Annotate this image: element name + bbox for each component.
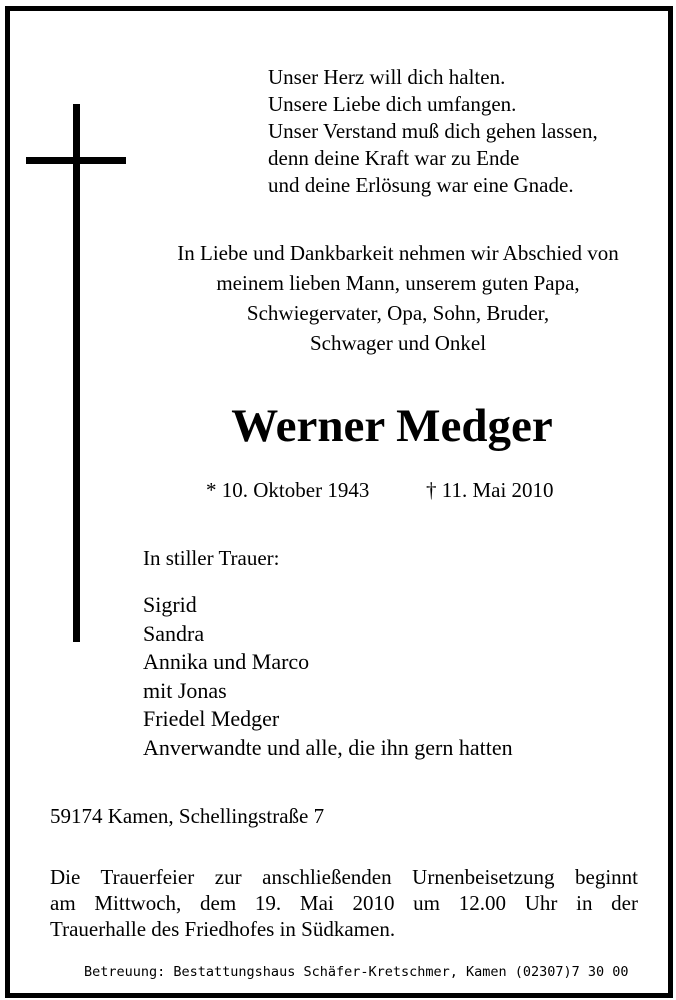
poem-line: denn deine Kraft war zu Ende	[268, 146, 520, 170]
farewell-line: meinem lieben Mann, unserem guten Papa,	[216, 271, 580, 295]
death-date: † 11. Mai 2010	[426, 478, 554, 502]
farewell-line: Schwiegervater, Opa, Sohn, Bruder,	[246, 301, 550, 325]
mourner-name: mit Jonas	[143, 677, 227, 703]
ceremony-notice	[50, 864, 638, 942]
cross-icon	[73, 104, 80, 642]
farewell-line: In Liebe und Dankbarkeit nehmen wir Abschied von	[177, 241, 619, 265]
deceased-name: Werner Medger	[231, 400, 553, 452]
ceremony-line: Die Trauerfeier zur anschließenden Urnenbeisetzung beginnt	[50, 865, 638, 889]
ceremony-line: Trauerhalle des Friedhofes in Südkamen.	[50, 917, 396, 941]
ceremony-line: am Mittwoch, dem 19. Mai 2010 um 12.00 Uhr in der	[50, 891, 638, 915]
poem-line: Unsere Liebe dich umfangen.	[268, 92, 517, 116]
mourner-name: Sandra	[143, 620, 205, 646]
birth-date: * 10. Oktober 1943	[206, 478, 370, 502]
poem-line: Unser Verstand muß dich gehen lassen,	[268, 119, 598, 143]
mourner-name: Annika und Marco	[143, 649, 310, 675]
poem-line: und deine Erlösung war eine Gnade.	[268, 173, 574, 197]
mourner-name: Anverwandte und alle, die ihn gern hatten	[143, 734, 513, 760]
cross-icon-bar	[26, 157, 126, 164]
family-address: 59174 Kamen, Schellingstraße 7	[50, 804, 325, 828]
poem	[268, 64, 598, 199]
mourners-list	[143, 591, 513, 763]
funeral-home-credit: Betreuung: Bestattungshaus Schäfer-Kretschmer, Kamen (02307)7 30 00	[84, 964, 629, 980]
farewell-line: Schwager und Onkel	[309, 331, 487, 355]
farewell-text	[132, 238, 664, 358]
mourning-heading: In stiller Trauer:	[143, 546, 280, 570]
mourner-name: Friedel Medger	[143, 706, 280, 732]
poem-line: Unser Herz will dich halten.	[268, 65, 506, 89]
mourner-name: Sigrid	[143, 592, 197, 617]
